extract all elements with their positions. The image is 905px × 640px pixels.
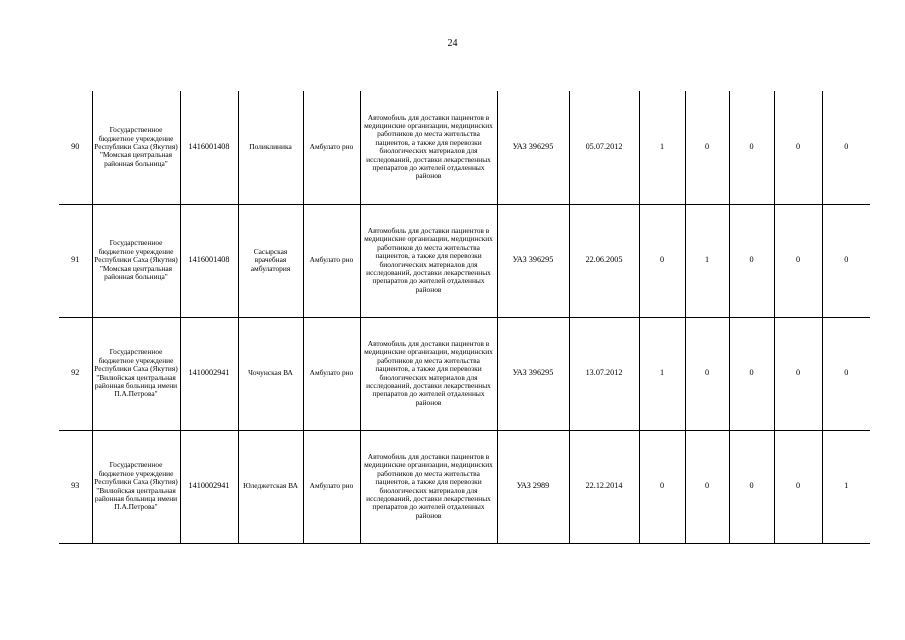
purpose-cell: Автомобиль для доставки пациентов в медицинские организации, медицинских работников до места жительства пациентов, а также для перевозки биологических материалов для исследований, доставки лекарственных препаратов до жителей отдаленных районов bbox=[360, 317, 497, 430]
unit-cell: Юледжетская ВА bbox=[238, 430, 303, 543]
row-number: 92 bbox=[59, 317, 92, 430]
value-cell-3: 0 bbox=[729, 317, 774, 430]
date-cell: 05.07.2012 bbox=[569, 91, 639, 204]
date-cell: 22.12.2014 bbox=[569, 430, 639, 543]
value-cell-1: 0 bbox=[639, 204, 685, 317]
value-cell-4: 0 bbox=[774, 204, 822, 317]
organization-cell: Государственное бюджетное учреждение Республики Саха (Якутия) "Вилюйская центральная районная больница имени П.А.Петрова" bbox=[92, 317, 180, 430]
row-number: 90 bbox=[59, 91, 92, 204]
vehicle-table bbox=[59, 91, 870, 544]
value-cell-5: 1 bbox=[822, 430, 870, 543]
table-row bbox=[59, 317, 870, 430]
unit-cell: Сасырская врачебная амбулатория bbox=[238, 204, 303, 317]
value-cell-5: 0 bbox=[822, 91, 870, 204]
unit-cell: Чочунская ВА bbox=[238, 317, 303, 430]
row-number: 93 bbox=[59, 430, 92, 543]
row-number: 91 bbox=[59, 204, 92, 317]
value-cell-2: 0 bbox=[685, 317, 729, 430]
care-type-cell: Амбулато рно bbox=[303, 204, 360, 317]
table-row bbox=[59, 91, 870, 204]
value-cell-2: 0 bbox=[685, 91, 729, 204]
table-row bbox=[59, 430, 870, 543]
date-cell: 13.07.2012 bbox=[569, 317, 639, 430]
organization-cell: Государственное бюджетное учреждение Республики Саха (Якутия) "Момская центральная районная больница" bbox=[92, 91, 180, 204]
page-number: 24 bbox=[447, 38, 458, 49]
vehicle-model-cell: УАЗ 396295 bbox=[497, 91, 569, 204]
care-type-cell: Амбулато рно bbox=[303, 430, 360, 543]
inn-cell: 1410002941 bbox=[180, 430, 238, 543]
table-row bbox=[59, 204, 870, 317]
value-cell-1: 0 bbox=[639, 430, 685, 543]
value-cell-4: 0 bbox=[774, 430, 822, 543]
purpose-cell: Автомобиль для доставки пациентов в медицинские организации, медицинских работников до места жительства пациентов, а также для перевозки биологических материалов для исследований, доставки лекарственных препаратов до жителей отдаленных районов bbox=[360, 204, 497, 317]
value-cell-4: 0 bbox=[774, 91, 822, 204]
unit-cell: Поликлиника bbox=[238, 91, 303, 204]
inn-cell: 1416001408 bbox=[180, 91, 238, 204]
care-type-cell: Амбулато рно bbox=[303, 317, 360, 430]
organization-cell: Государственное бюджетное учреждение Республики Саха (Якутия) "Вилюйская центральная районная больница имени П.А.Петрова" bbox=[92, 430, 180, 543]
inn-cell: 1410002941 bbox=[180, 317, 238, 430]
value-cell-2: 1 bbox=[685, 204, 729, 317]
value-cell-1: 1 bbox=[639, 317, 685, 430]
value-cell-3: 0 bbox=[729, 204, 774, 317]
vehicle-model-cell: УАЗ 396295 bbox=[497, 317, 569, 430]
value-cell-2: 0 bbox=[685, 430, 729, 543]
purpose-cell: Автомобиль для доставки пациентов в медицинские организации, медицинских работников до места жительства пациентов, а также для перевозки биологических материалов для исследований, доставки лекарственных препаратов до жителей отдаленных районов bbox=[360, 430, 497, 543]
care-type-cell: Амбулато рно bbox=[303, 91, 360, 204]
inn-cell: 1416001408 bbox=[180, 204, 238, 317]
vehicle-model-cell: УАЗ 396295 bbox=[497, 204, 569, 317]
organization-cell: Государственное бюджетное учреждение Республики Саха (Якутия) "Момская центральная районная больница" bbox=[92, 204, 180, 317]
value-cell-3: 0 bbox=[729, 91, 774, 204]
value-cell-4: 0 bbox=[774, 317, 822, 430]
value-cell-1: 1 bbox=[639, 91, 685, 204]
value-cell-5: 0 bbox=[822, 204, 870, 317]
value-cell-3: 0 bbox=[729, 430, 774, 543]
purpose-cell: Автомобиль для доставки пациентов в медицинские организации, медицинских работников до места жительства пациентов, а также для перевозки биологических материалов для исследований, доставки лекарственных препаратов до жителей отдаленных районов bbox=[360, 91, 497, 204]
date-cell: 22.06.2005 bbox=[569, 204, 639, 317]
vehicle-model-cell: УАЗ 2989 bbox=[497, 430, 569, 543]
value-cell-5: 0 bbox=[822, 317, 870, 430]
